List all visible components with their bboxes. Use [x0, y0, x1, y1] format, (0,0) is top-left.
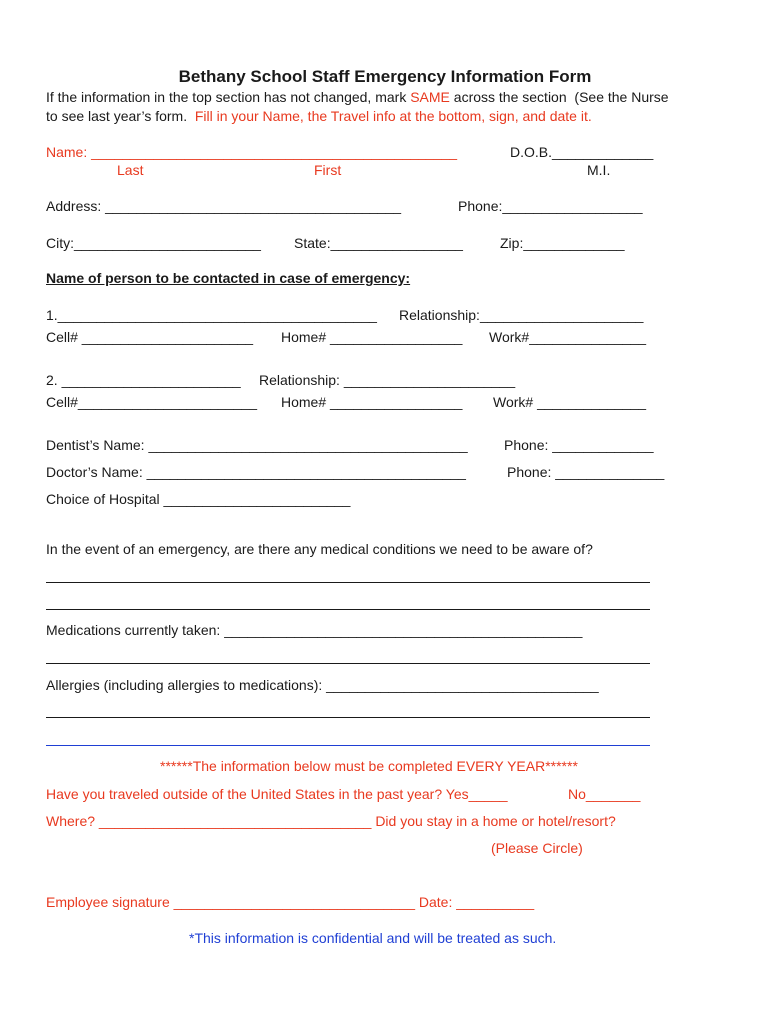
medical-conditions-question: In the event of an emergency, are there any medical conditions we need to be aware of?	[46, 541, 593, 557]
contact-1-name-field[interactable]: 1._________________________________________	[46, 307, 377, 323]
zip-field[interactable]: Zip:_____________	[500, 235, 625, 251]
allergies-answer-line[interactable]	[46, 717, 650, 718]
middle-initial-label: M.I.	[587, 162, 611, 178]
section-divider	[46, 745, 650, 746]
same-keyword: SAME	[410, 89, 450, 105]
confidential-note: *This information is confidential and will be treated as such.	[189, 930, 557, 946]
contact-1-relationship-field[interactable]: Relationship:_____________________	[399, 307, 644, 323]
intro-line-2	[46, 108, 592, 124]
conditions-answer-line-1[interactable]	[46, 582, 650, 583]
dob-field[interactable]: D.O.B._____________	[510, 144, 654, 160]
first-name-label: First	[314, 162, 342, 178]
please-circle-note: (Please Circle)	[491, 840, 583, 856]
conditions-answer-line-2[interactable]	[46, 609, 650, 610]
travel-where-field[interactable]: Where? ___________________________________ Did you stay in a home or hotel/resort?	[46, 813, 616, 829]
intro-line-1	[46, 89, 669, 105]
contact-2-name-field[interactable]: 2. _______________________	[46, 372, 241, 388]
travel-question[interactable]: Have you traveled outside of the United States in the past year? Yes_____	[46, 786, 508, 802]
hospital-field[interactable]: Choice of Hospital ________________________	[46, 491, 351, 507]
phone-field[interactable]: Phone:__________________	[458, 198, 643, 214]
address-field[interactable]: Address: ______________________________________	[46, 198, 402, 214]
dentist-name-field[interactable]: Dentist’s Name: _________________________________________	[46, 437, 468, 453]
allergies-field[interactable]: Allergies (including allergies to medications): ___________________________________	[46, 677, 599, 693]
city-field[interactable]: City:________________________	[46, 235, 261, 251]
medications-answer-line[interactable]	[46, 663, 650, 664]
intro-text-2a: to see last year’s form.	[46, 108, 195, 124]
contact-2-home-field[interactable]: Home# _________________	[281, 394, 463, 410]
page-title: Bethany School Staff Emergency Information Form	[178, 67, 592, 86]
intro-text-1b: across the section (See the Nurse	[449, 89, 669, 105]
doctor-name-field[interactable]: Doctor’s Name: _________________________________________	[46, 464, 466, 480]
contact-1-cell-field[interactable]: Cell# ______________________	[46, 329, 254, 345]
emergency-contacts-heading: Name of person to be contacted in case of emergency:	[46, 270, 411, 286]
contact-2-work-field[interactable]: Work# ______________	[493, 394, 647, 410]
contact-1-work-field[interactable]: Work#_______________	[489, 329, 646, 345]
dentist-phone-field[interactable]: Phone: _____________	[504, 437, 654, 453]
annual-notice: ******The information below must be completed EVERY YEAR******	[160, 758, 578, 774]
state-field[interactable]: State:_________________	[294, 235, 463, 251]
name-field[interactable]: Name: _______________________________________________	[46, 144, 458, 160]
contact-2-cell-field[interactable]: Cell#_______________________	[46, 394, 257, 410]
fill-in-instructions: Fill in your Name, the Travel info at the bottom, sign, and date it.	[194, 108, 592, 124]
intro-text-1a: If the information in the top section has not changed, mark	[46, 89, 411, 105]
doctor-phone-field[interactable]: Phone: ______________	[507, 464, 665, 480]
medications-field[interactable]: Medications currently taken: ______________________________________________	[46, 622, 583, 638]
last-name-label: Last	[117, 162, 144, 178]
contact-2-relationship-field[interactable]: Relationship: ______________________	[259, 372, 516, 388]
travel-no-field[interactable]: No_______	[568, 786, 641, 802]
contact-1-home-field[interactable]: Home# _________________	[281, 329, 463, 345]
signature-date-field[interactable]: Employee signature _______________________________ Date: __________	[46, 894, 535, 910]
